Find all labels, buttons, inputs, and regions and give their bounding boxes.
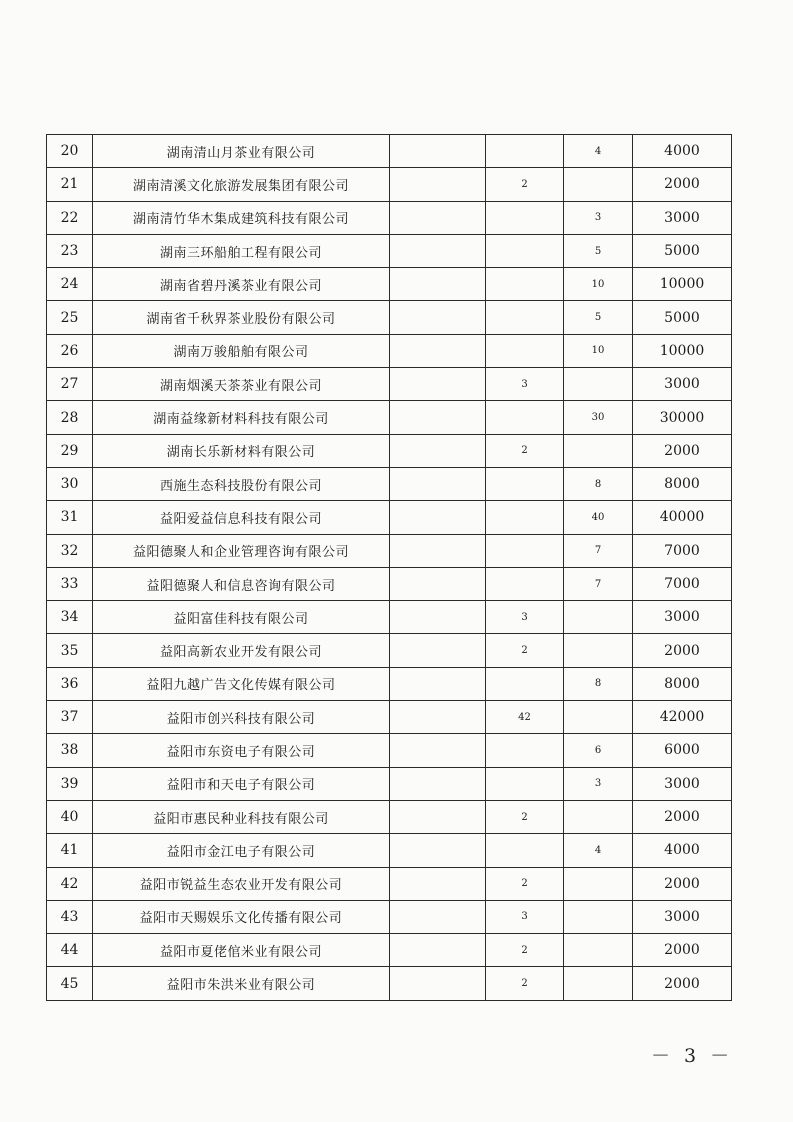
amount-cell: 3000 — [633, 601, 732, 634]
count-cell-c: 10 — [564, 334, 633, 367]
row-number-cell: 20 — [47, 135, 93, 168]
count-cell-c: 3 — [564, 767, 633, 800]
count-cell-a — [390, 934, 486, 967]
count-cell-a — [390, 701, 486, 734]
amount-cell: 2000 — [633, 434, 732, 467]
row-number-cell: 28 — [47, 401, 93, 434]
row-number-cell: 29 — [47, 434, 93, 467]
count-cell-c: 30 — [564, 401, 633, 434]
row-number-cell: 26 — [47, 334, 93, 367]
count-cell-b — [486, 501, 564, 534]
count-cell-a — [390, 834, 486, 867]
count-cell-b — [486, 201, 564, 234]
count-cell-a — [390, 900, 486, 933]
company-name-cell: 益阳高新农业开发有限公司 — [93, 634, 390, 667]
amount-cell: 2000 — [633, 168, 732, 201]
row-number-cell: 34 — [47, 601, 93, 634]
company-name-cell: 益阳九越广告文化传媒有限公司 — [93, 667, 390, 700]
count-cell-b: 2 — [486, 634, 564, 667]
table-row — [47, 900, 732, 933]
company-name-cell: 湖南长乐新材料有限公司 — [93, 434, 390, 467]
table-row — [47, 734, 732, 767]
table-row — [47, 201, 732, 234]
table-row — [47, 934, 732, 967]
table-row — [47, 434, 732, 467]
company-name-cell: 湖南益缘新材料科技有限公司 — [93, 401, 390, 434]
count-cell-a — [390, 734, 486, 767]
row-number-cell: 31 — [47, 501, 93, 534]
count-cell-a — [390, 667, 486, 700]
company-name-cell: 西施生态科技股份有限公司 — [93, 467, 390, 500]
count-cell-a — [390, 501, 486, 534]
row-number-cell: 33 — [47, 567, 93, 600]
row-number-cell: 30 — [47, 467, 93, 500]
row-number-cell: 40 — [47, 800, 93, 833]
company-name-cell: 益阳市夏佬倌米业有限公司 — [93, 934, 390, 967]
table-row — [47, 667, 732, 700]
row-number-cell: 22 — [47, 201, 93, 234]
count-cell-c: 4 — [564, 135, 633, 168]
count-cell-c: 40 — [564, 501, 633, 534]
row-number-cell: 35 — [47, 634, 93, 667]
row-number-cell: 45 — [47, 967, 93, 1000]
row-number-cell: 41 — [47, 834, 93, 867]
company-name-cell: 益阳市天赐娱乐文化传播有限公司 — [93, 900, 390, 933]
table-row — [47, 601, 732, 634]
count-cell-c: 6 — [564, 734, 633, 767]
table-row — [47, 501, 732, 534]
count-cell-b: 3 — [486, 601, 564, 634]
count-cell-c — [564, 900, 633, 933]
company-name-cell: 益阳富佳科技有限公司 — [93, 601, 390, 634]
count-cell-b — [486, 667, 564, 700]
count-cell-c: 7 — [564, 567, 633, 600]
company-name-cell: 益阳市朱洪米业有限公司 — [93, 967, 390, 1000]
amount-cell: 8000 — [633, 667, 732, 700]
count-cell-b: 2 — [486, 800, 564, 833]
company-name-cell: 湖南清溪文化旅游发展集团有限公司 — [93, 168, 390, 201]
table-row — [47, 634, 732, 667]
count-cell-b — [486, 301, 564, 334]
count-cell-a — [390, 201, 486, 234]
count-cell-b: 42 — [486, 701, 564, 734]
count-cell-a — [390, 301, 486, 334]
table-row — [47, 334, 732, 367]
row-number-cell: 25 — [47, 301, 93, 334]
table-row — [47, 701, 732, 734]
count-cell-c — [564, 800, 633, 833]
company-name-cell: 湖南清竹华木集成建筑科技有限公司 — [93, 201, 390, 234]
company-name-cell: 益阳市锐益生态农业开发有限公司 — [93, 867, 390, 900]
company-name-cell: 湖南三环船舶工程有限公司 — [93, 234, 390, 267]
count-cell-c: 8 — [564, 667, 633, 700]
company-name-cell: 益阳德聚人和信息咨询有限公司 — [93, 567, 390, 600]
row-number-cell: 23 — [47, 234, 93, 267]
count-cell-c: 10 — [564, 268, 633, 301]
table-row — [47, 800, 732, 833]
table-row — [47, 567, 732, 600]
count-cell-b — [486, 334, 564, 367]
count-cell-c: 8 — [564, 467, 633, 500]
company-table-container — [46, 134, 727, 1001]
count-cell-c — [564, 368, 633, 401]
amount-cell: 2000 — [633, 934, 732, 967]
amount-cell: 7000 — [633, 534, 732, 567]
amount-cell: 40000 — [633, 501, 732, 534]
company-name-cell: 益阳德聚人和企业管理咨询有限公司 — [93, 534, 390, 567]
company-name-cell: 益阳市惠民种业科技有限公司 — [93, 800, 390, 833]
amount-cell: 30000 — [633, 401, 732, 434]
table-row — [47, 135, 732, 168]
company-table — [46, 134, 732, 1001]
count-cell-c — [564, 434, 633, 467]
count-cell-a — [390, 967, 486, 1000]
count-cell-a — [390, 534, 486, 567]
count-cell-c: 4 — [564, 834, 633, 867]
company-name-cell: 湖南省碧丹溪茶业有限公司 — [93, 268, 390, 301]
table-row — [47, 534, 732, 567]
row-number-cell: 36 — [47, 667, 93, 700]
count-cell-a — [390, 467, 486, 500]
table-row — [47, 401, 732, 434]
count-cell-c — [564, 967, 633, 1000]
company-name-cell: 益阳爱益信息科技有限公司 — [93, 501, 390, 534]
count-cell-b: 3 — [486, 900, 564, 933]
count-cell-b: 2 — [486, 967, 564, 1000]
row-number-cell: 43 — [47, 900, 93, 933]
count-cell-b: 3 — [486, 368, 564, 401]
company-name-cell: 湖南清山月茶业有限公司 — [93, 135, 390, 168]
company-name-cell: 益阳市东资电子有限公司 — [93, 734, 390, 767]
amount-cell: 3000 — [633, 767, 732, 800]
company-name-cell: 湖南万骏船舶有限公司 — [93, 334, 390, 367]
table-row — [47, 268, 732, 301]
table-row — [47, 301, 732, 334]
table-row — [47, 234, 732, 267]
count-cell-a — [390, 268, 486, 301]
count-cell-a — [390, 334, 486, 367]
amount-cell: 5000 — [633, 301, 732, 334]
company-name-cell: 益阳市创兴科技有限公司 — [93, 701, 390, 734]
count-cell-b — [486, 234, 564, 267]
count-cell-a — [390, 634, 486, 667]
count-cell-c — [564, 634, 633, 667]
amount-cell: 2000 — [633, 967, 732, 1000]
amount-cell: 3000 — [633, 900, 732, 933]
amount-cell: 6000 — [633, 734, 732, 767]
table-row — [47, 767, 732, 800]
table-row — [47, 168, 732, 201]
amount-cell: 3000 — [633, 368, 732, 401]
table-row — [47, 368, 732, 401]
company-table-body — [47, 135, 732, 1001]
count-cell-a — [390, 368, 486, 401]
amount-cell: 8000 — [633, 467, 732, 500]
company-name-cell: 益阳市金江电子有限公司 — [93, 834, 390, 867]
amount-cell: 4000 — [633, 135, 732, 168]
amount-cell: 2000 — [633, 800, 732, 833]
count-cell-a — [390, 867, 486, 900]
count-cell-b: 2 — [486, 867, 564, 900]
count-cell-a — [390, 401, 486, 434]
row-number-cell: 39 — [47, 767, 93, 800]
amount-cell: 10000 — [633, 334, 732, 367]
row-number-cell: 38 — [47, 734, 93, 767]
row-number-cell: 37 — [47, 701, 93, 734]
count-cell-c — [564, 601, 633, 634]
amount-cell: 5000 — [633, 234, 732, 267]
row-number-cell: 44 — [47, 934, 93, 967]
count-cell-a — [390, 168, 486, 201]
count-cell-c — [564, 701, 633, 734]
count-cell-b — [486, 401, 564, 434]
amount-cell: 3000 — [633, 201, 732, 234]
company-name-cell: 湖南省千秋界茶业股份有限公司 — [93, 301, 390, 334]
count-cell-a — [390, 234, 486, 267]
company-name-cell: 益阳市和天电子有限公司 — [93, 767, 390, 800]
amount-cell: 4000 — [633, 834, 732, 867]
count-cell-c: 3 — [564, 201, 633, 234]
count-cell-b — [486, 567, 564, 600]
amount-cell: 10000 — [633, 268, 732, 301]
row-number-cell: 42 — [47, 867, 93, 900]
count-cell-c: 5 — [564, 301, 633, 334]
count-cell-b — [486, 734, 564, 767]
page-number: － 3 － — [651, 1045, 734, 1067]
count-cell-c: 5 — [564, 234, 633, 267]
count-cell-a — [390, 434, 486, 467]
count-cell-a — [390, 767, 486, 800]
count-cell-b — [486, 135, 564, 168]
count-cell-b — [486, 534, 564, 567]
count-cell-b — [486, 834, 564, 867]
table-row — [47, 467, 732, 500]
row-number-cell: 32 — [47, 534, 93, 567]
count-cell-a — [390, 601, 486, 634]
count-cell-c: 7 — [564, 534, 633, 567]
count-cell-b: 2 — [486, 168, 564, 201]
table-row — [47, 967, 732, 1000]
count-cell-a — [390, 567, 486, 600]
count-cell-b — [486, 767, 564, 800]
count-cell-a — [390, 800, 486, 833]
table-row — [47, 834, 732, 867]
amount-cell: 7000 — [633, 567, 732, 600]
amount-cell: 2000 — [633, 867, 732, 900]
company-name-cell: 湖南烟溪天茶茶业有限公司 — [93, 368, 390, 401]
count-cell-b — [486, 467, 564, 500]
row-number-cell: 21 — [47, 168, 93, 201]
row-number-cell: 24 — [47, 268, 93, 301]
count-cell-b — [486, 268, 564, 301]
count-cell-b: 2 — [486, 934, 564, 967]
count-cell-c — [564, 867, 633, 900]
count-cell-c — [564, 934, 633, 967]
count-cell-c — [564, 168, 633, 201]
table-row — [47, 867, 732, 900]
amount-cell: 2000 — [633, 634, 732, 667]
row-number-cell: 27 — [47, 368, 93, 401]
amount-cell: 42000 — [633, 701, 732, 734]
count-cell-a — [390, 135, 486, 168]
count-cell-b: 2 — [486, 434, 564, 467]
